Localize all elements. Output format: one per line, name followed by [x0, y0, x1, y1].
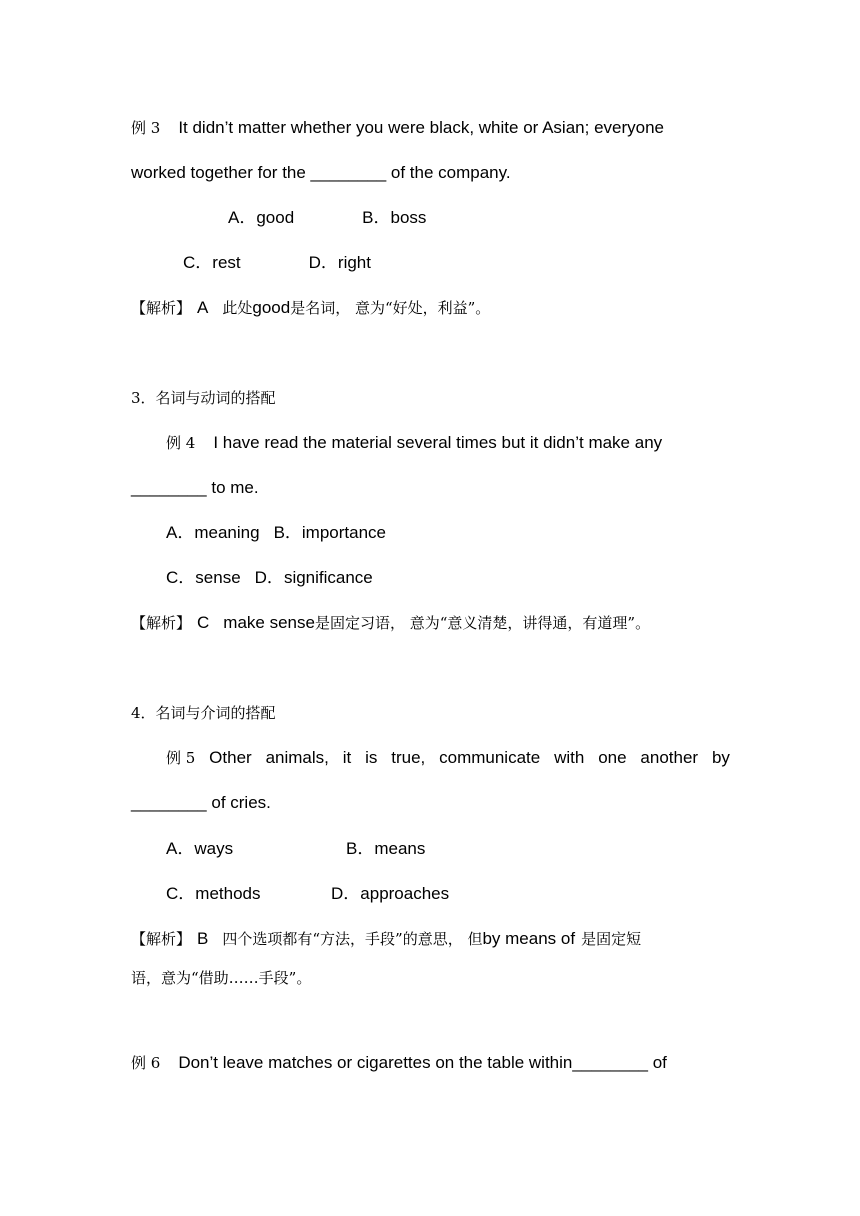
example-label: 例 5 — [166, 749, 196, 767]
example-label: 例 6 — [131, 1054, 161, 1072]
example-5-option-d: D．approaches — [331, 884, 450, 903]
example-4-line-1 — [166, 432, 662, 454]
example-5-option-c: C．methods — [166, 884, 261, 903]
question-text: It didn’t matter whether you were black, white or Asian; everyone — [178, 118, 664, 137]
option-d: D．right — [308, 253, 371, 272]
example-label: 例 4 — [166, 434, 196, 452]
example-3-analysis: 【解析】 A 此处good是名词， 意为“好处，利益”。 — [131, 298, 491, 317]
example-4-options-cd — [166, 567, 373, 589]
example-5-line-1: 例 5 Other animals, it is true, communicate with one another by — [166, 748, 730, 767]
answer-letter: B — [197, 929, 209, 948]
option-d: D．significance — [254, 568, 373, 587]
example-6-line-1 — [131, 1052, 667, 1074]
example-5-option-a: A．ways — [166, 839, 234, 858]
option-a: A．meaning — [166, 523, 260, 542]
answer-letter: C — [197, 613, 210, 632]
example-label: 例 3 — [131, 119, 161, 137]
analysis-tag: 【解析】 — [131, 299, 192, 317]
answer-letter: A — [197, 298, 209, 317]
question-text: I have read the material several times but it didn’t make any — [213, 433, 663, 452]
question-text: Don’t leave matches or cigarettes on the table within________ of — [178, 1053, 667, 1072]
example-4-analysis: 【解析】 C make sense是固定习语， 意为“意义清楚，讲得通，有道理”。 — [131, 613, 651, 632]
example-5-line-2: ________ of cries. — [131, 793, 271, 812]
example-3-options-ab — [228, 207, 426, 229]
example-3-line-1 — [131, 117, 664, 139]
option-b: B．importance — [273, 523, 387, 542]
analysis-tag: 【解析】 — [131, 930, 192, 948]
section-4-heading: 4．名词与介词的搭配 — [131, 704, 276, 722]
example-4-options-ab — [166, 522, 386, 544]
example-5-analysis: 【解析】 B 四个选项都有“方法，手段”的意思， 但by means of 是固定短 — [131, 929, 642, 948]
example-5-option-b: B．means — [346, 839, 426, 858]
option-b: B．boss — [362, 208, 427, 227]
option-c: C．sense — [166, 568, 241, 587]
option-a: A．good — [228, 208, 295, 227]
example-5-analysis-line-2: 语，意为“借助……手段”。 — [131, 969, 312, 987]
example-3-options-cd — [183, 252, 371, 274]
example-4-line-2: ________ to me. — [131, 478, 259, 497]
analysis-tag: 【解析】 — [131, 614, 192, 632]
section-3-heading: 3．名词与动词的搭配 — [131, 389, 276, 407]
example-3-line-2: worked together for the ________ of the company. — [131, 163, 511, 182]
option-c: C．rest — [183, 253, 241, 272]
